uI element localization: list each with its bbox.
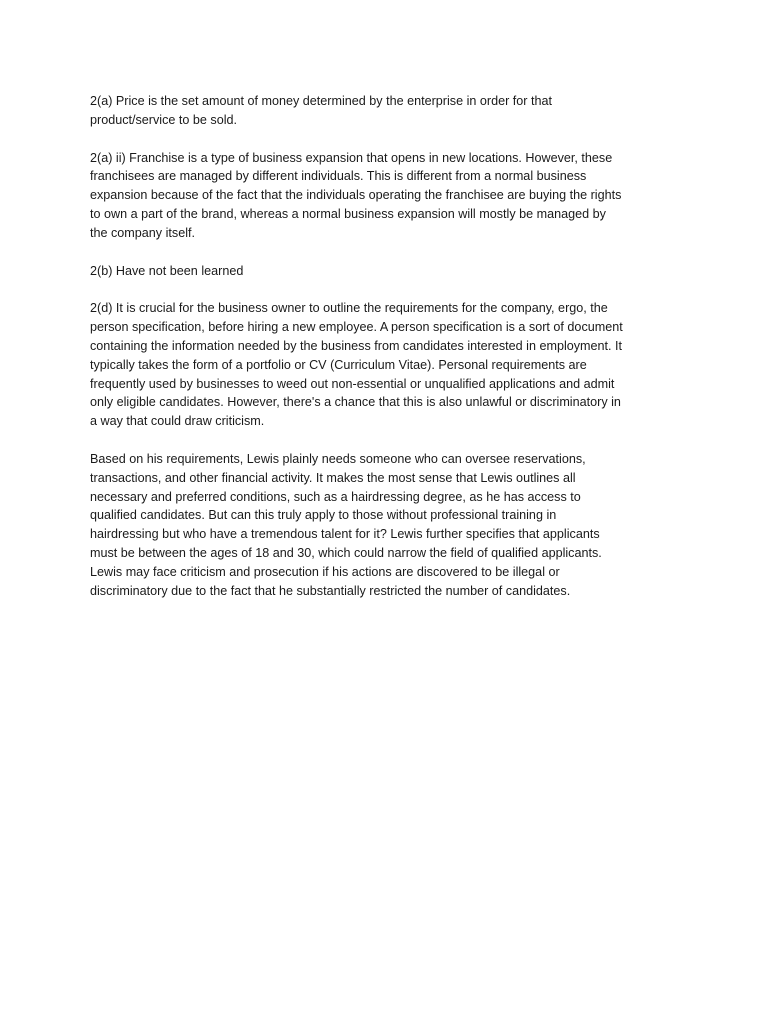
paragraph-lewis-requirements [90, 450, 690, 600]
text-line: containing the information needed by the business from candidates interested in employment. It [90, 338, 623, 353]
text-line: necessary and preferred conditions, such as a hairdressing degree, as he has access to [90, 489, 581, 504]
text-line: typically takes the form of a portfolio or CV (Curriculum Vitae). Personal requirements are [90, 357, 587, 372]
paragraph-2b [90, 262, 690, 281]
text-line: 2(a) Price is the set amount of money determined by the enterprise in order for that [90, 94, 553, 108]
text-line: the company itself. [90, 225, 195, 240]
text-line: franchisees are managed by different individuals. This is different from a normal business [90, 169, 587, 184]
text-line: qualified candidates. But can this truly apply to those without professional training in [90, 508, 557, 523]
text-line: hairdressing but who have a tremendous talent for it? Lewis further specifies that applicants [90, 527, 600, 542]
text-line: product/service to be sold. [90, 112, 238, 127]
text-line: Lewis may face criticism and prosecution if his actions are discovered to be illegal or [90, 564, 560, 579]
text-line: 2(a) ii) Franchise is a type of business expansion that opens in new locations. However, these [90, 150, 613, 165]
text-line: only eligible candidates. However, there's a chance that this is also unlawful or discriminatory in [90, 395, 621, 410]
paragraph-2a-ii-franchise [90, 149, 690, 243]
text-line: must be between the ages of 18 and 30, which could narrow the field of qualified applicants. [90, 545, 602, 560]
text-line: 2(d) It is crucial for the business owner to outline the requirements for the company, ergo, the [90, 301, 608, 316]
text-line: Based on his requirements, Lewis plainly needs someone who can oversee reservations, [90, 451, 586, 466]
text-line: to own a part of the brand, whereas a normal business expansion will mostly be managed by [90, 206, 606, 221]
paragraph-2d-person-specification [90, 299, 690, 431]
text-line: transactions, and other financial activity. It makes the most sense that Lewis outlines all [90, 470, 576, 485]
text-line: expansion because of the fact that the individuals operating the franchisee are buying the rights [90, 188, 622, 203]
text-line: person specification, before hiring a new employee. A person specification is a sort of document [90, 320, 623, 335]
document-body [90, 92, 690, 619]
text-line: discriminatory due to the fact that he substantially restricted the number of candidates. [90, 583, 571, 598]
paragraph-2a-price [90, 92, 690, 130]
text-line: 2(b) Have not been learned [90, 263, 244, 278]
text-line: a way that could draw criticism. [90, 414, 265, 429]
text-line: frequently used by businesses to weed out non-essential or unqualified applications and admit [90, 376, 615, 391]
